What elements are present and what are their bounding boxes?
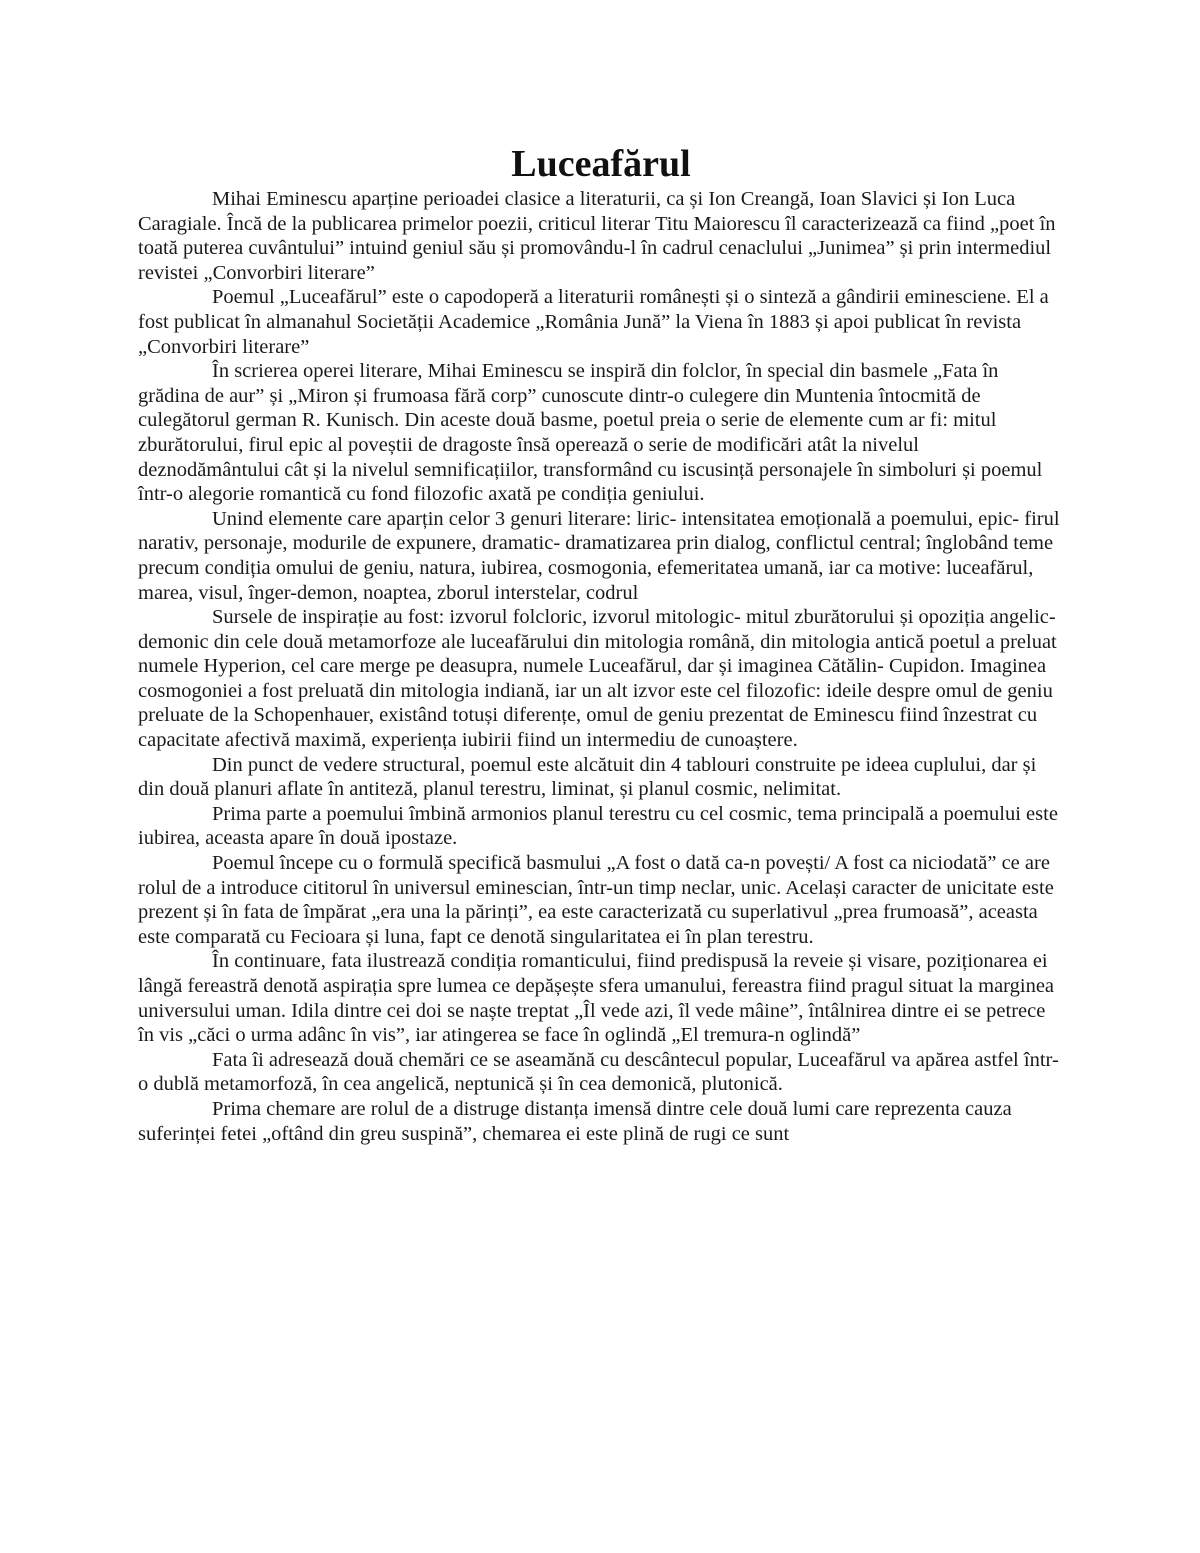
paragraph-8: Poemul începe cu o formulă specifică basmului „A fost o dată ca-n povești/ A fost ca niciodată” ce are rolul de a introduce cititorul în universul eminescian, într-un timp neclar, unic. Același caracter de unicitate este prezent și în fata de împărat „era una la părinți”, ea este caracterizată cu superlativul „prea frumoasă”, aceasta este comparată cu Fecioara și luna, fapt ce denotă singularitatea ei în plan terestru.	[138, 852, 1054, 948]
paragraph-7: Prima parte a poemului îmbină armonios planul terestru cu cel cosmic, tema principală a poemului este iubirea, aceasta apare în două ipostaze.	[138, 802, 1058, 850]
paragraph-5: Sursele de inspirație au fost: izvorul folcloric, izvorul mitologic- mitul zburătorului și opoziția angelic-demonic din cele două metamorfoze ale luceafărului din mitologia română, din mitologia antică poetul a preluat numele Hyperion, cel care merge pe deasupra, numele Luceafărul, dar și imaginea Cătălin- Cupidon. Imaginea cosmogoniei a fost preluată din mitologia indiană, iar un alt izvor este cel filozofic: ideile despre omul de geniu preluate de la Schopenhauer, existând totuși diferențe, omul de geniu prezentat de Eminescu fiind înzestrat cu capacitate afectivă maximă, experiența iubirii fiind un intermediu de cunoaștere.	[138, 606, 1057, 752]
paragraph-6: Din punct de vedere structural, poemul este alcătuit din 4 tablouri construite pe ideea cuplului, dar și din două planuri aflate în antiteză, planul terestru, liminat, și planul cosmic, nelimitat.	[138, 753, 1037, 801]
paragraph-1: Mihai Eminescu aparține perioadei clasice a literaturii, ca și Ion Creangă, Ioan Slavici și Ion Luca Caragiale. Încă de la publicarea primelor poezii, criticul literar Titu Maiorescu îl caracterizează ca fiind „poet în toată puterea cuvântului” intuind geniul său și promovându-l în cadrul cenaclului „Junimea” și prin intermediul revistei „Convorbiri literare”	[138, 188, 1056, 284]
paragraph-10: Fata îi adresează două chemări ce se aseamănă cu descântecul popular, Luceafărul va apărea astfel într-o dublă metamorfoză, în cea angelică, neptunică și în cea demonică, plutonică.	[138, 1048, 1059, 1096]
document-body	[138, 144, 1064, 1146]
paragraph-9: În continuare, fata ilustrează condiția romanticului, fiind predispusă la reveie și visare, poziționarea ei lângă fereastră denotă aspirația spre lumea ce depășește sfera umanului, fereastra fiind pragul situat la marginea universului uman. Idila dintre cei doi se naște treptat „Îl vede azi, îl vede mâine”, întâlnirea dintre ei se petrece în vis „căci o urma adânc în vis”, iar atingerea se face în oglindă „El tremura-n oglindă”	[138, 950, 1055, 1047]
paragraph-3: În scrierea operei literare, Mihai Eminescu se inspiră din folclor, în special din basmele „Fata în grădina de aur” și „Miron și frumoasa fără corp” cunoscute dintr-o culegere din Muntenia întocmită de culegătorul german R. Kunisch. Din aceste două basme, poetul preia o serie de elemente cum ar fi: mitul zburătorului, firul epic al poveștii de dragoste însă operează o serie de modificări atât la nivelul deznodământului cât și la nivelul semnificațiilor, transformând cu iscusință personajele în simboluri și poemul într-o alegorie romantică cu fond filozofic axată pe condiția geniului.	[138, 360, 1043, 506]
document-title: Luceafărul	[511, 143, 691, 185]
paragraph-4: Unind elemente care aparțin celor 3 genuri literare: liric- intensitatea emoțională a poemului, epic- firul narativ, personaje, modurile de expunere, dramatic- dramatizarea prin dialog, conflictul central; înglobând teme precum condiția omului de geniu, natura, iubirea, cosmogonia, efemeritatea umană, iar ca motive: luceafărul, marea, visul, înger-demon, noaptea, zborul interstelar, codrul	[138, 507, 1060, 604]
paragraph-2: Poemul „Luceafărul” este o capodoperă a literaturii românești și o sinteză a gândirii eminesciene. El a fost publicat în almanahul Societății Academice „România Jună” la Viena în 1883 și apoi publicat în revista „Convorbiri literare”	[138, 286, 1049, 358]
paragraph-11: Prima chemare are rolul de a distruge distanța imensă dintre cele două lumi care reprezenta cauza suferinței fetei „oftând din greu suspină”, chemarea ei este plină de rugi ce sunt	[138, 1097, 1012, 1145]
